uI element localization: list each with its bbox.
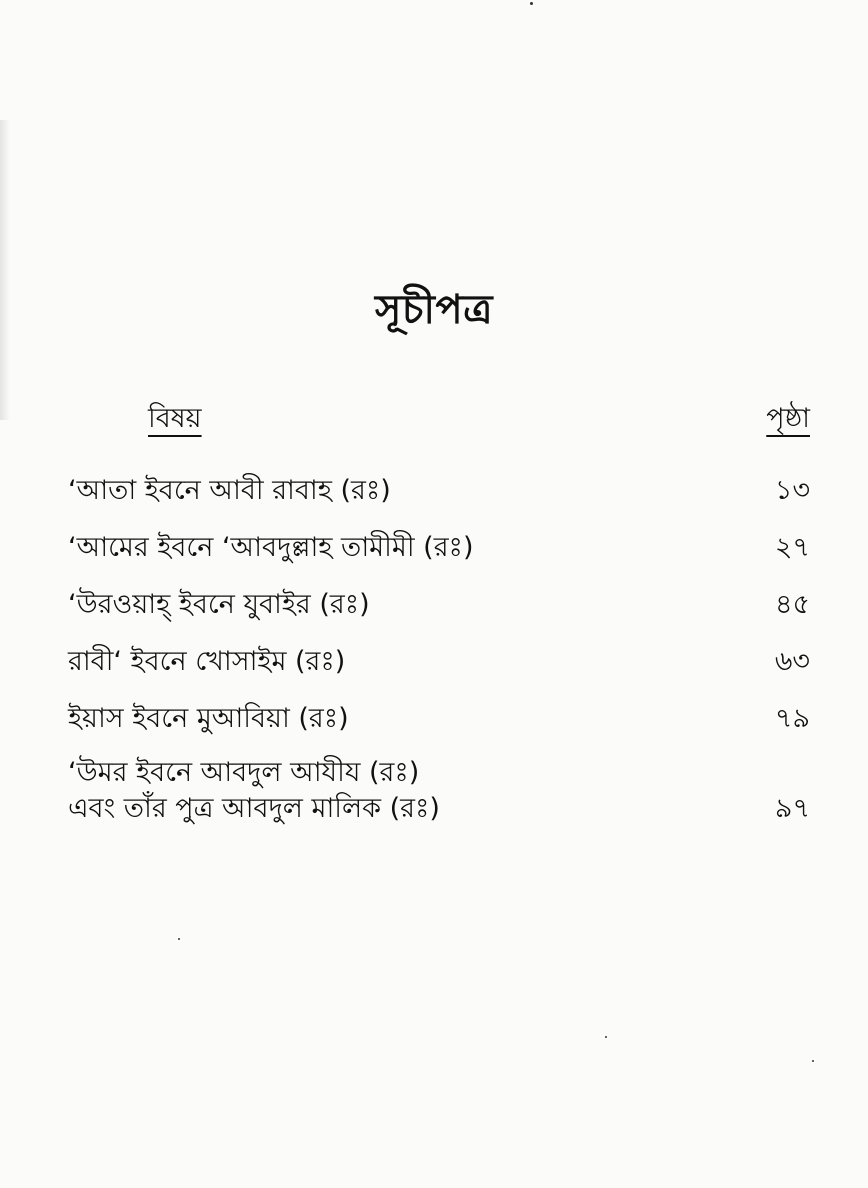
topic-column-header: বিষয়: [148, 403, 202, 434]
toc-topic-line: ‘উমর ইবনে আবদুল আযীয (রঃ): [68, 757, 420, 788]
toc-topic: ইয়াস ইবনে মুআবিয়া (রঃ): [68, 703, 349, 734]
toc-topic: ‘উরওয়াহ্ ইবনে যুবাইর (রঃ): [68, 589, 370, 620]
toc-row: [68, 737, 810, 827]
scan-speck: [178, 938, 180, 940]
toc-page-number: ২৭: [774, 532, 810, 563]
toc-row: [68, 623, 810, 680]
scan-speck: [812, 1060, 814, 1062]
toc-page-number: ৯৭: [774, 793, 810, 824]
toc-topic: রাবী‘ ইবনে খোসাইম (রঃ): [68, 646, 346, 677]
page-edge-shadow: [0, 120, 10, 420]
toc-page-number: ৪৫: [774, 589, 810, 620]
page-title: সূচীপত্র: [375, 287, 493, 333]
toc-topic: [68, 755, 440, 827]
toc-page-number: ১৩: [774, 475, 810, 506]
page-column-header: পৃষ্ঠা: [766, 403, 810, 434]
toc-page-number: ৭৯: [774, 703, 810, 734]
toc-row: [68, 509, 810, 566]
toc-topic: ‘আমের ইবনে ‘আবদুল্লাহ তামীমী (রঃ): [68, 532, 474, 563]
toc-row: [68, 452, 810, 509]
toc-topic-line: এবং তাঁর পুত্র আবদুল মালিক (রঃ): [68, 793, 440, 824]
scan-speck: [530, 2, 533, 5]
toc-row: [68, 680, 810, 737]
scan-speck: [605, 1036, 607, 1038]
toc-page-number: ৬৩: [774, 646, 810, 677]
table-of-contents: [68, 452, 810, 827]
toc-row: [68, 566, 810, 623]
toc-topic: ‘আতা ইবনে আবী রাবাহ (রঃ): [68, 475, 391, 506]
